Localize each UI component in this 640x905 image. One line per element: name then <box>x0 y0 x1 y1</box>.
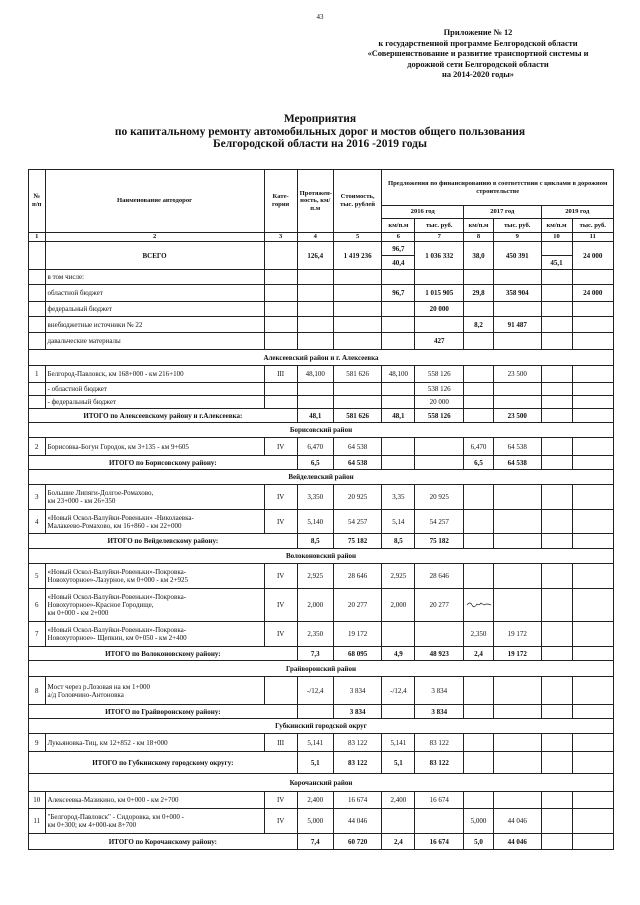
cell-length: -/12,4 <box>297 677 333 705</box>
road-name-line: Новохуторное»-Лазурное, км 0+000 - км 2+925 <box>47 576 188 585</box>
sum-km17: 5,0 <box>464 834 494 850</box>
title-line: Белгородской области на 2016 -2019 годы <box>213 138 427 150</box>
road-name-line: Новохуторное»- Щепкин, км 0+050 - км 2+400 <box>47 634 187 643</box>
breakdown-label: областной бюджет <box>45 285 264 302</box>
sum-cost: 60 720 <box>333 834 382 850</box>
annex-header <box>330 28 626 81</box>
region-name: Волоконовский район <box>29 549 614 564</box>
cell-category: IV <box>264 564 297 589</box>
cell-rub19: 24 000 <box>572 285 613 302</box>
cell-km16: -/12,4 <box>382 677 415 705</box>
road-name-line: «Новый Оскол-Валуйки-Ровеньки»-Покровка- <box>47 592 187 601</box>
sum-rub16: 16 674 <box>415 834 464 850</box>
page-number: 43 <box>316 13 324 21</box>
cell-category: IV <box>264 510 297 534</box>
breakdown-label: давальческие материалы <box>45 333 264 350</box>
cell-num: 8 <box>29 677 46 705</box>
cell-rub16: 3 834 <box>415 677 464 705</box>
sum-rub16: 3 834 <box>415 705 464 719</box>
cell-category: III <box>264 366 297 383</box>
col-index: 10 <box>541 233 572 242</box>
cell-rub16: 20 277 <box>415 589 464 622</box>
cell-rub17: 91 487 <box>493 317 541 333</box>
summary-label: ИТОГО по Грайворонскому району: <box>29 705 298 719</box>
cell-num: 9 <box>29 734 46 752</box>
cell-num: 5 <box>29 564 46 589</box>
sum-length: 6,5 <box>297 456 333 470</box>
summary-row <box>29 834 614 850</box>
road-name-line: км 0+000 - км 2+000 <box>47 609 109 618</box>
summary-row <box>29 647 614 661</box>
sum-km16: 4,9 <box>382 647 415 661</box>
cell-rub17: 23 500 <box>493 366 541 383</box>
cell-length: 6,470 <box>297 438 333 456</box>
cell-category: III <box>264 734 297 752</box>
cell-num: 4 <box>29 510 46 534</box>
table-row <box>29 809 614 834</box>
sum-rub16: 83 122 <box>415 752 464 774</box>
region-name: Алексеевский район и г. Алексеевка <box>29 350 614 366</box>
signature-mark <box>464 589 494 622</box>
cell-rub16: 427 <box>415 333 464 350</box>
cell-num: 2 <box>29 438 46 456</box>
total-rub16: 1 036 332 <box>415 242 464 270</box>
document-title <box>40 113 600 151</box>
header-2016: 2016 год <box>382 206 464 219</box>
total-cost: 1 419 236 <box>333 242 382 270</box>
cell-cost: 20 925 <box>333 485 382 510</box>
header-km: км/п.м <box>382 219 415 233</box>
cell-num: 7 <box>29 622 46 647</box>
table-row <box>29 333 614 350</box>
cell-category: IV <box>264 438 297 456</box>
cell-rub16: 20 000 <box>415 396 464 409</box>
table-row <box>29 383 614 396</box>
table-row <box>29 317 614 333</box>
cell-rub17: 44 046 <box>493 809 541 834</box>
table-row <box>29 366 614 383</box>
title-line: по капитальному ремонту автомобильных дорог и мостов общего пользования <box>114 125 526 138</box>
cell-category: IV <box>264 809 297 834</box>
cell-num: 1 <box>29 366 46 383</box>
sum-km17: 2,4 <box>464 647 494 661</box>
cell-length: 2,925 <box>297 564 333 589</box>
annex-line: Приложение № 12 <box>443 28 513 37</box>
cell-length: 5,141 <box>297 734 333 752</box>
sum-rub17: 64 538 <box>493 456 541 470</box>
road-name-line: Мост через р.Лозовая на км 1+000 <box>47 682 150 691</box>
region-header <box>29 719 614 734</box>
cell-cost: 20 277 <box>333 589 382 622</box>
summary-row <box>29 705 614 719</box>
cell-num: 10 <box>29 792 46 809</box>
cell-km16: 5,141 <box>382 734 415 752</box>
sum-cost: 75 182 <box>333 534 382 549</box>
annex-line: дорожной сети Белгородской области <box>407 59 549 69</box>
summary-label: ИТОГО по Губкинскому городскому округу: <box>29 752 298 774</box>
road-name-line: «Новый Оскол-Валуйки-Ровеньки»-Покровка- <box>47 626 187 634</box>
sum-cost: 83 122 <box>333 752 382 774</box>
header-length: Протяжен-ность, км/п.м <box>297 170 333 233</box>
table-row <box>29 485 614 510</box>
total-km16-a: 96,7 <box>382 242 415 256</box>
col-index: 3 <box>264 233 297 242</box>
sum-km16: 8,5 <box>382 534 415 549</box>
cell-rub16: 16 674 <box>415 792 464 809</box>
cell-cost: 28 646 <box>333 564 382 589</box>
table-row <box>29 285 614 302</box>
header-km: км/п.м <box>541 219 572 233</box>
sum-rub16: 558 126 <box>415 409 464 423</box>
sum-km16: 5,1 <box>382 752 415 774</box>
total-row <box>29 242 614 256</box>
cell-num: 3 <box>29 485 46 510</box>
cell-km16: 96,7 <box>382 285 415 302</box>
cell-rub16: 54 257 <box>415 510 464 534</box>
title-line: Мероприятия <box>283 113 357 125</box>
cell-rub16: 558 126 <box>415 366 464 383</box>
header-rub: тыс. руб. <box>572 219 613 233</box>
summary-label: ИТОГО по Вейделевскому району: <box>29 534 298 549</box>
sum-km16: 48,1 <box>382 409 415 423</box>
total-km17: 38,0 <box>464 242 494 270</box>
summary-row <box>29 752 614 774</box>
sum-km17: 6,5 <box>464 456 494 470</box>
breakdown-label: внебюджетные источники № 22 <box>45 317 264 333</box>
summary-row <box>29 409 614 423</box>
cell-rub16: 28 646 <box>415 564 464 589</box>
annex-line: «Совершенствование и развитие транспортной системы и <box>367 49 589 59</box>
col-index: 11 <box>572 233 613 242</box>
header-2019: 2019 год <box>541 206 613 219</box>
sum-cost: 3 834 <box>333 705 382 719</box>
cell-km16: 2,400 <box>382 792 415 809</box>
cell-sub-label: - федеральный бюджет <box>45 396 264 409</box>
cell-rub16: 20 000 <box>415 302 464 317</box>
cell-rub16: 538 126 <box>415 383 464 396</box>
cell-category: IV <box>264 589 297 622</box>
region-header <box>29 350 614 366</box>
cell-km17: 29,8 <box>464 285 494 302</box>
sum-rub16: 75 182 <box>415 534 464 549</box>
cell-category: IV <box>264 485 297 510</box>
road-name-line: «Новый Оскол-Валуйки-Ровеньки» -Николаевка- <box>47 513 194 522</box>
road-name-line: «Новый Оскол-Валуйки-Ровеньки»-Покровка- <box>47 568 187 576</box>
table-row <box>29 302 614 317</box>
col-index: 1 <box>29 233 46 242</box>
table-row <box>29 734 614 752</box>
col-index: 8 <box>464 233 494 242</box>
summary-row <box>29 456 614 470</box>
cell-km16: 2,000 <box>382 589 415 622</box>
cell-length: 5,140 <box>297 510 333 534</box>
road-name-line: Новохуторное»-Красное Городище, <box>47 601 154 610</box>
sum-length: 48,1 <box>297 409 333 423</box>
region-name: Борисовский район <box>29 423 614 438</box>
road-name-line: км 23+000 - км 26+350 <box>47 497 116 506</box>
breakdown-label: федеральный бюджет <box>45 302 264 317</box>
annex-line: к государственной программе Белгородской области <box>378 38 578 48</box>
cell-category: IV <box>264 622 297 647</box>
table-row <box>29 564 614 589</box>
cell-cost: 16 674 <box>333 792 382 809</box>
cell-km16: 3,35 <box>382 485 415 510</box>
cell-cost: 581 626 <box>333 366 382 383</box>
annex-line: на 2014-2020 годы» <box>442 70 514 80</box>
table-row <box>29 396 614 409</box>
header-proposals: Предложения по финансированию в соответствии с циклами в дорожном строительстве <box>382 170 614 206</box>
total-length: 126,4 <box>297 242 333 270</box>
region-name: Грайворонский район <box>29 661 614 677</box>
cell-cost: 44 046 <box>333 809 382 834</box>
sum-km16: 2,4 <box>382 834 415 850</box>
header-2017: 2017 год <box>464 206 542 219</box>
table-row <box>29 589 614 622</box>
header-rub: тыс. руб. <box>415 219 464 233</box>
cell-road-name <box>45 809 264 834</box>
cell-road-name <box>45 564 264 589</box>
region-name: Губкинский городской округ <box>29 719 614 734</box>
total-rub17: 450 391 <box>493 242 541 270</box>
breakdown-label: в том числе: <box>45 270 264 285</box>
cell-road-name: Белгород-Павловск, км 168+000 - км 216+100 <box>45 366 264 383</box>
cell-length: 2,000 <box>297 589 333 622</box>
cell-num: 6 <box>29 589 46 622</box>
sum-length: 7,4 <box>297 834 333 850</box>
cell-category: IV <box>264 792 297 809</box>
cell-road-name <box>45 677 264 705</box>
cell-road-name: Борисовка-Богун Городок, км 3+135 - км 9+605 <box>45 438 264 456</box>
col-index: 6 <box>382 233 415 242</box>
sum-cost: 64 538 <box>333 456 382 470</box>
road-name-line: Большие Липяги-Долгое-Ромахово, <box>47 489 154 497</box>
sum-rub17: 44 046 <box>493 834 541 850</box>
header-cost: Стоимость, тыс. рублей <box>333 170 382 233</box>
sum-cost: 68 095 <box>333 647 382 661</box>
cell-length: 2,400 <box>297 792 333 809</box>
handwritten-signature-icon <box>466 600 492 608</box>
col-index: 2 <box>45 233 264 242</box>
header-km: км/п.м <box>464 219 494 233</box>
summary-label: ИТОГО по Корочанскому району: <box>29 834 298 850</box>
summary-label: ИТОГО по Волоконовскому району: <box>29 647 298 661</box>
sum-rub17: 23 500 <box>493 409 541 423</box>
summary-label: ИТОГО по Алексеевскому району и г.Алексеевка: <box>29 409 298 423</box>
road-name-line: км 0+300; км 4+000-км 8+700 <box>47 821 137 830</box>
cell-length: 48,100 <box>297 366 333 383</box>
summary-row <box>29 534 614 549</box>
region-header <box>29 549 614 564</box>
sum-length: 5,1 <box>297 752 333 774</box>
cell-category <box>264 677 297 705</box>
col-index: 5 <box>333 233 382 242</box>
col-index: 7 <box>415 233 464 242</box>
cell-km17: 2,350 <box>464 622 494 647</box>
roads-table <box>28 169 614 850</box>
road-name-line: Малакеево-Ромахово, км 16+860 - км 22+000 <box>47 521 182 530</box>
sum-rub16: 48 923 <box>415 647 464 661</box>
table-row <box>29 510 614 534</box>
summary-label: ИТОГО по Борисовскому району: <box>29 456 298 470</box>
cell-rub17: 358 904 <box>493 285 541 302</box>
col-index: 9 <box>493 233 541 242</box>
cell-km16: 48,100 <box>382 366 415 383</box>
total-km16-b: 40,4 <box>382 256 415 270</box>
total-rub19: 24 000 <box>572 242 613 270</box>
cell-road-name <box>45 589 264 622</box>
cell-sub-label: - областной бюджет <box>45 383 264 396</box>
cell-road-name <box>45 485 264 510</box>
sum-cost: 581 626 <box>333 409 382 423</box>
cell-length: 5,000 <box>297 809 333 834</box>
header-category: Кате-гория <box>264 170 297 233</box>
region-header <box>29 423 614 438</box>
region-name: Вейделевский район <box>29 470 614 485</box>
sum-length: 7,3 <box>297 647 333 661</box>
cell-rub17: 19 172 <box>493 622 541 647</box>
cell-cost: 64 538 <box>333 438 382 456</box>
cell-km16: 2,925 <box>382 564 415 589</box>
cell-road-name <box>45 622 264 647</box>
cell-length: 2,350 <box>297 622 333 647</box>
region-name: Корочанский район <box>29 774 614 792</box>
region-header <box>29 470 614 485</box>
table-row <box>29 622 614 647</box>
cell-cost: 54 257 <box>333 510 382 534</box>
cell-rub17: 64 538 <box>493 438 541 456</box>
cell-km16: 5,14 <box>382 510 415 534</box>
cell-road-name: Лукьяновка-Тиц, км 12+852 - км 18+000 <box>45 734 264 752</box>
header-name: Наименование автодорог <box>45 170 264 233</box>
table-row <box>29 677 614 705</box>
cell-road-name: Алексеевка-Мазикино, км 0+000 - км 2+700 <box>45 792 264 809</box>
cell-rub16: 1 015 905 <box>415 285 464 302</box>
region-header <box>29 774 614 792</box>
cell-length: 3,350 <box>297 485 333 510</box>
sum-length: 8,5 <box>297 534 333 549</box>
cell-km17: 6,470 <box>464 438 494 456</box>
col-index: 4 <box>297 233 333 242</box>
cell-km17: 8,2 <box>464 317 494 333</box>
region-header <box>29 661 614 677</box>
table-row <box>29 270 614 285</box>
table-row <box>29 792 614 809</box>
total-km19: 45,1 <box>541 256 572 270</box>
cell-num: 11 <box>29 809 46 834</box>
cell-cost: 83 122 <box>333 734 382 752</box>
cell-rub16: 20 925 <box>415 485 464 510</box>
road-name-line: а/д Головчино-Антоновка <box>47 690 124 699</box>
table-row <box>29 438 614 456</box>
cell-cost: 19 172 <box>333 622 382 647</box>
road-name-line: "Белгород-Павловск" - Сидоровка, км 0+000 - <box>47 813 185 821</box>
total-label: ВСЕГО <box>45 242 264 270</box>
cell-cost: 3 834 <box>333 677 382 705</box>
header-rub: тыс. руб. <box>493 219 541 233</box>
cell-rub16: 83 122 <box>415 734 464 752</box>
header-num: № п/п <box>29 170 46 233</box>
cell-road-name <box>45 510 264 534</box>
sum-rub17: 19 172 <box>493 647 541 661</box>
cell-km17: 5,000 <box>464 809 494 834</box>
